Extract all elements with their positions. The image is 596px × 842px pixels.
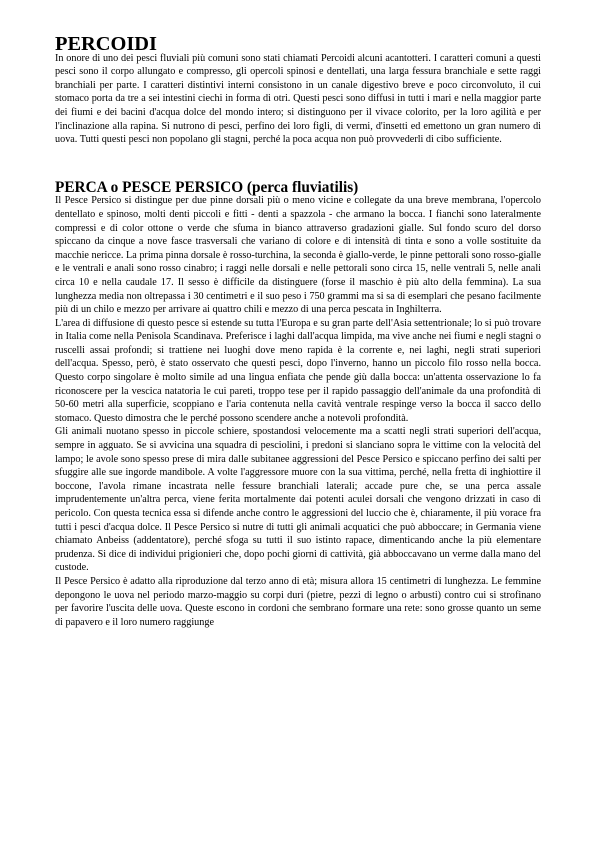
section-title-percoidi: PERCOIDI [55,33,157,55]
paragraph-perca-behaviour: Gli animali nuotano spesso in piccole schiere, spostandosi velocemente ma a scatti negli strati superiori dell'acqua, sempre in agguato. Se si avvicina una squadra di pesciolini, i predoni si slanciano sopra le vittime con la velocità del lampo; le avole sono spesso prese di mira dalle subitanee aggressioni del Pesce Persico e spiccano perfino dei salti per sfuggire alle sue ingorde mandibole. A volte l'aggressore muore con la sua vittima, perché, nella fretta di inghiottire il boccone, l'avola rimane incastrata nelle fessure branchiali laterali; accade pure che, se una perca assale imprudentemente un'altra perca, viene ferita mortalmente dai potenti aculei dorsali che vengono drizzati in caso di pericolo. Con questa tecnica essa si difende anche contro le aggressioni del luccio che è, chiaramente, il più vorace fra tutti i pesci d'acqua dolce. Il Pesce Persico si nutre di tutti gli animali acquatici che può abboccare; in Germania viene chiamato Anbeiss (addentatore), perché sfoga su tutti il suo istinto rapace, dimenticando anche la più elementare prudenza. Si dice di individui prigionieri che, dopo pochi giorni di cattività, già abboccavano un verme dalla mano del custode. [55,426,541,574]
section-title-perca: PERCA o PESCE PERSICO (perca fluviatilis) [55,178,359,196]
paragraph-perca-description: Il Pesce Persico si distingue per due pinne dorsali più o meno vicine e collegate da una breve membrana, l'opercolo dentellato e spinoso, molti denti piccoli e fitti - denti a spazzola - che armano la bocca. I fianchi sono lateralmente compressi e di color ottone o verde che sfuma in bianco attraverso gradazioni gialle. Sul fondo scuro del dorso spiccano da cinque a nove fasce trasversali che variano di colore e di intensità di tinta e sono a volle sostituite da macchie nericce. La prima pinna dorsale è rosso-turchina, la seconda è giallo-verde, le pinne pettorali sono rosso-gialle e le ventrali e anali sono rosso cinabro; i raggi nelle dorsali e nelle pettorali sono circa 15, nelle ventrali 5, nelle anali circa 10 e nella caudale 17. Il sesso è difficile da distinguere (forse il maschio è più alto della femmina). La sua lunghezza media non oltrepassa i 30 centimetri e il suo peso i 750 grammi ma si sa di esemplari che pesano facilmente più di un chilo e mezzo per arrivare ai quattro chili e mezzo di una perca pescata in Inghilterra. [55,195,541,316]
paragraph-percoidi-intro: In onore di uno dei pesci fluviali più comuni sono stati chiamati Percoidi alcuni acantotteri. I caratteri comuni a questi pesci sono il corpo allungato e compresso, gli opercoli spinosi e dentellati, una larga fessura branchiale e sette raggi branchiali per parte. I caratteri distintivi interni consistono in un canale digestivo breve e poco circonvoluto, il cui stomaco porta da tre a sei intestini ciechi in forma di otri. Questi pesci sono diffusi in tutti i mari e nella maggior parte dei fiumi e dei bacini d'acqua dolce del mondo intero; si distinguono per il vivace colorito, per la loro agilità e per l'inclinazione alla rapina. Si nutrono di pesci, perfino dei loro figli, di vermi, d'insetti ed emettono un gran numero di uova. Tutti questi pesci non popolano gli stagni, perché la poca acqua non può provvederli di cibo sufficiente. [55,52,541,146]
document-page [55,33,541,629]
paragraph-perca-reproduction: Il Pesce Persico è adatto alla riproduzione dal terzo anno di età; misura allora 15 centimetri di lunghezza. Le femmine depongono le uova nel periodo marzo-maggio su corpi duri (pietre, pezzi di legno o arbusti) contro cui si strofinano per favorire l'uscita delle uova. Queste escono in cordoni che sembrano formare una rete: sono grosse quanto un seme di papavero e il loro numero raggiunge [55,575,541,628]
paragraph-perca-distribution: L'area di diffusione di questo pesce si estende su tutta l'Europa e su gran parte dell'Asia settentrionale; lo si può trovare in Italia come nella Penisola Scandinava. Preferisce i laghi dall'acqua limpida, ma vive anche nei fiumi e negli stagni o ruscelli assai profondi; si trattiene nei luoghi dove meno rapida è la corrente e, nei laghi, negli strati superiori dell'acqua. Spesso, però, è stato osservato che questi pesci, dopo l'inverno, hanno un piccolo filo rosso nella bocca. Questo corpo singolare è molto simile ad una lingua enfiata che pende giù dalla bocca: un'attenta osservazione lo fa riconoscere per la vescica natatoria le cui pareti, troppo tese per il rapido passaggio dell'animale da una profondità di 50-60 metri alla superficie, scoppiano e l'aria contenuta nella cavità ventrale respinge verso la bocca il sacco dello stomaco. Questo dimostra che le perché possono scendere anche a notevoli profondità. [55,317,541,424]
